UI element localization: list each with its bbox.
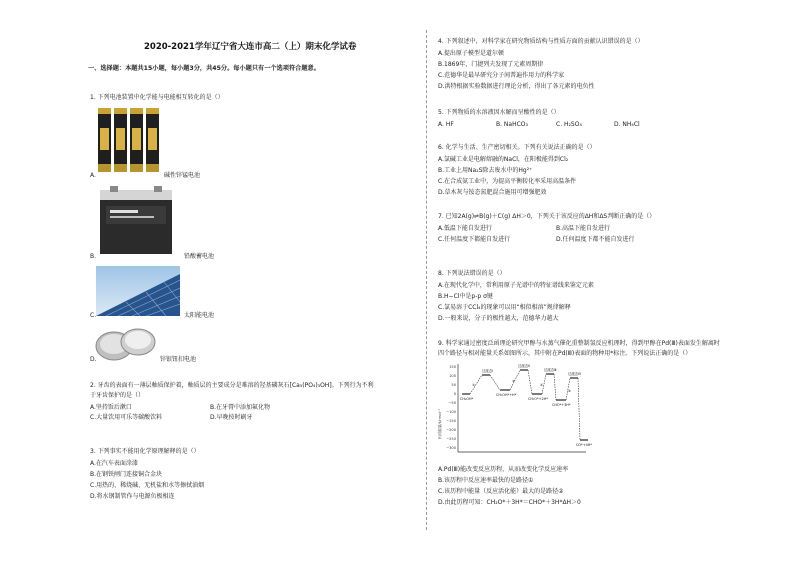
tick-label: −50 [448, 401, 456, 405]
ts-label: 过渡态Ⅱ [518, 364, 530, 368]
q1-lead-acid-image [96, 184, 176, 258]
tick-label: −100 [446, 410, 456, 414]
path-label: ③ [540, 383, 544, 387]
q3-stem: 3. 下列事实不能用化学原理解释的是（） [90, 448, 200, 455]
q2-option-a: A.坚持饭后漱口 [90, 404, 132, 411]
q4-option-c: C.范德华是最早研究分子间普遍作用力的科学家 [438, 72, 565, 79]
q8-option-c: C.氯易溶于CCl₄的现象可以用“相似相溶”规律解释 [438, 304, 571, 311]
q5-option-b: B. NaHCO₃ [496, 121, 528, 128]
page-title: 2020-2021学年辽宁省大连市高二（上）期末化学试卷 [144, 42, 357, 52]
q7-option-c: C.任何温度下都能自发进行 [438, 236, 511, 243]
q5-option-d: D. NH₄Cl [614, 121, 640, 128]
path-label: ④ [568, 389, 572, 393]
q1-option-b-label: 铅酸蓄电池 [184, 253, 215, 260]
q8-stem: 8. 下列说法错误的是（） [438, 270, 506, 277]
q6-option-a: A.氯碱工业是电解熔融的NaCl，在阳极能得到Cl₂ [438, 156, 569, 163]
q9-option-d: D.由此历程可知：CH₂O*＋3H*＝CHO*＋3H*ΔH＞0 [438, 499, 581, 506]
q1-option-a-label: 碱性锌锰电池 [164, 172, 201, 179]
y-axis-label: 相对能量/kJ·mol⁻¹ [438, 409, 442, 439]
species-label: CH₃OH* [460, 397, 474, 401]
q7-stem: 7. 已知2A(g)⇌B(g)＋C(g) ΔH＞0，下列关于该反应的ΔH和ΔS判断正确的是（） [438, 213, 656, 220]
q9-option-b: B.该历程中反应速率最快的是路径① [438, 477, 534, 484]
q8-option-a: A.在现代化学中，常利用原子光谱中的特征谱线来鉴定元素 [438, 282, 594, 289]
tick-label: −250 [446, 437, 456, 441]
path-label: ① [472, 383, 476, 387]
q1-option-c-label: 太阳能电池 [184, 312, 215, 319]
tick-label: 100 [449, 374, 456, 378]
q8-option-d: D.一般来说，分子的极性越大，范德华力越大 [438, 315, 559, 322]
q4-option-b: B.1869年，门捷列夫发现了元素周期律 [438, 61, 544, 68]
q1-stem: 1. 下列电池装置中化学能与电能相互转化的是（） [90, 94, 224, 101]
q5-option-c: C. H₂SO₄ [556, 121, 582, 128]
q1-option-c-letter: C. [90, 312, 97, 319]
species-label: CO*+4H* [576, 443, 592, 447]
ts-label: 过渡态Ⅰ [482, 369, 494, 373]
q5-stem: 5. 下列物质的水溶液因水解而呈酸性的是（） [438, 109, 560, 116]
q9-stem-line2: 四个路径与相对能量关系如图所示，其中附在Pd(Ⅲ)表面的物种用*标注。下列说法正确的是（） [438, 350, 692, 357]
q7-option-d: D.任何温度下都不能自发进行 [556, 236, 635, 243]
q1-option-a-letter: A. [90, 172, 96, 179]
q3-option-b: B.在钢铁闸门连接铜合金块 [90, 471, 163, 478]
battery-group [98, 108, 159, 172]
q6-option-b: B.工业上用Na₂S除去废水中的Hg²⁺ [438, 167, 533, 174]
q8-option-b: B.H−Cl中是p-p σ键 [438, 293, 493, 300]
q2-option-c: C.大量饮用可乐等碳酸饮料 [90, 414, 163, 421]
energy-profile-diagram [436, 362, 596, 460]
q9-option-a: A.Pd(Ⅲ)能改变反应历程，从而改变化学反应速率 [438, 466, 569, 473]
tick-label: 50 [451, 383, 456, 387]
q1-option-b-letter: B. [90, 253, 97, 260]
column-divider [426, 30, 427, 530]
q6-option-c: C.在合成氨工业中，为提高平衡转化率采用高温条件 [438, 178, 577, 185]
q4-option-a: A.提出原子模型是道尔顿 [438, 50, 504, 57]
tick-label: 0 [453, 392, 456, 396]
q9-option-c: C.该历程中能量（反应活化能）最大的是路径② [438, 488, 564, 495]
q7-option-b: B.高温下能自发进行 [556, 225, 611, 232]
ts-label: 过渡态Ⅲ [544, 368, 557, 372]
species-label: CH₂OH*+H* [496, 393, 517, 397]
tick-label: 150 [449, 365, 456, 369]
section-heading: 一、选择题：本题共15小题，每小题3分，共45分。每小题只有一个选项符合题意。 [88, 65, 320, 72]
q6-option-d: D.草木灰与铵态氮肥混合施用可增强肥效 [438, 189, 547, 196]
q4-stem: 4. 下列叙述中，对科学家在研究物质结构与性质方面的贡献认识错误的是（） [438, 38, 644, 45]
q9-stem-line1: 9. 科学家通过密度泛函理论研究甲醇与水蒸气催化重整制氢反应机理时，得到甲醇在Pd(Ⅲ)表面发生解离时 [438, 340, 720, 347]
q2-stem-line2: 于牙齿保护的是（） [90, 392, 145, 399]
q1-solar-image [96, 266, 180, 316]
q1-option-d-letter: D. [90, 356, 97, 363]
q6-stem: 6. 化学与生活、生产密切相关。下列有关说法正确的是（） [438, 144, 596, 151]
path-label: ② [512, 379, 516, 383]
q1-option-d-label: 锌银钮扣电池 [160, 356, 197, 363]
q3-option-c: C.用热的、稀烧碱、无机盐和水等擦拭油烟 [90, 482, 205, 489]
q2-option-d: D.早晚按时刷牙 [210, 414, 253, 421]
q7-option-a: A.低温下能自发进行 [438, 225, 492, 232]
q3-option-a: A.在汽车表面涂漆 [90, 460, 138, 467]
q1-battery-image [96, 106, 164, 176]
q2-stem-line1: 2. 牙齿的表面有一薄层釉质保护着，釉质层的主要成分是难溶的羟基磷灰石[Ca₅(PO₄)₃OH]。下列行为不利 [90, 382, 374, 389]
tick-label: −200 [446, 428, 456, 432]
tick-label: −150 [446, 419, 456, 423]
q5-option-a: A. HF [438, 121, 454, 128]
species-label: CH₂O*+2H* [528, 397, 548, 401]
species-label: CHO*+3H* [552, 403, 571, 407]
ts-label: 过渡态Ⅳ [568, 372, 582, 376]
q2-option-b: B.在牙膏中添加氟化物 [210, 404, 271, 411]
tick-label: −300 [446, 446, 456, 450]
q1-coin-cell-image [94, 324, 156, 364]
q3-option-d: D.将水钢制管作与电源负极相连 [90, 493, 175, 500]
q4-option-d: D.洪特根据实验数据进行理论分析，得出了各元素的电负性 [438, 83, 595, 90]
